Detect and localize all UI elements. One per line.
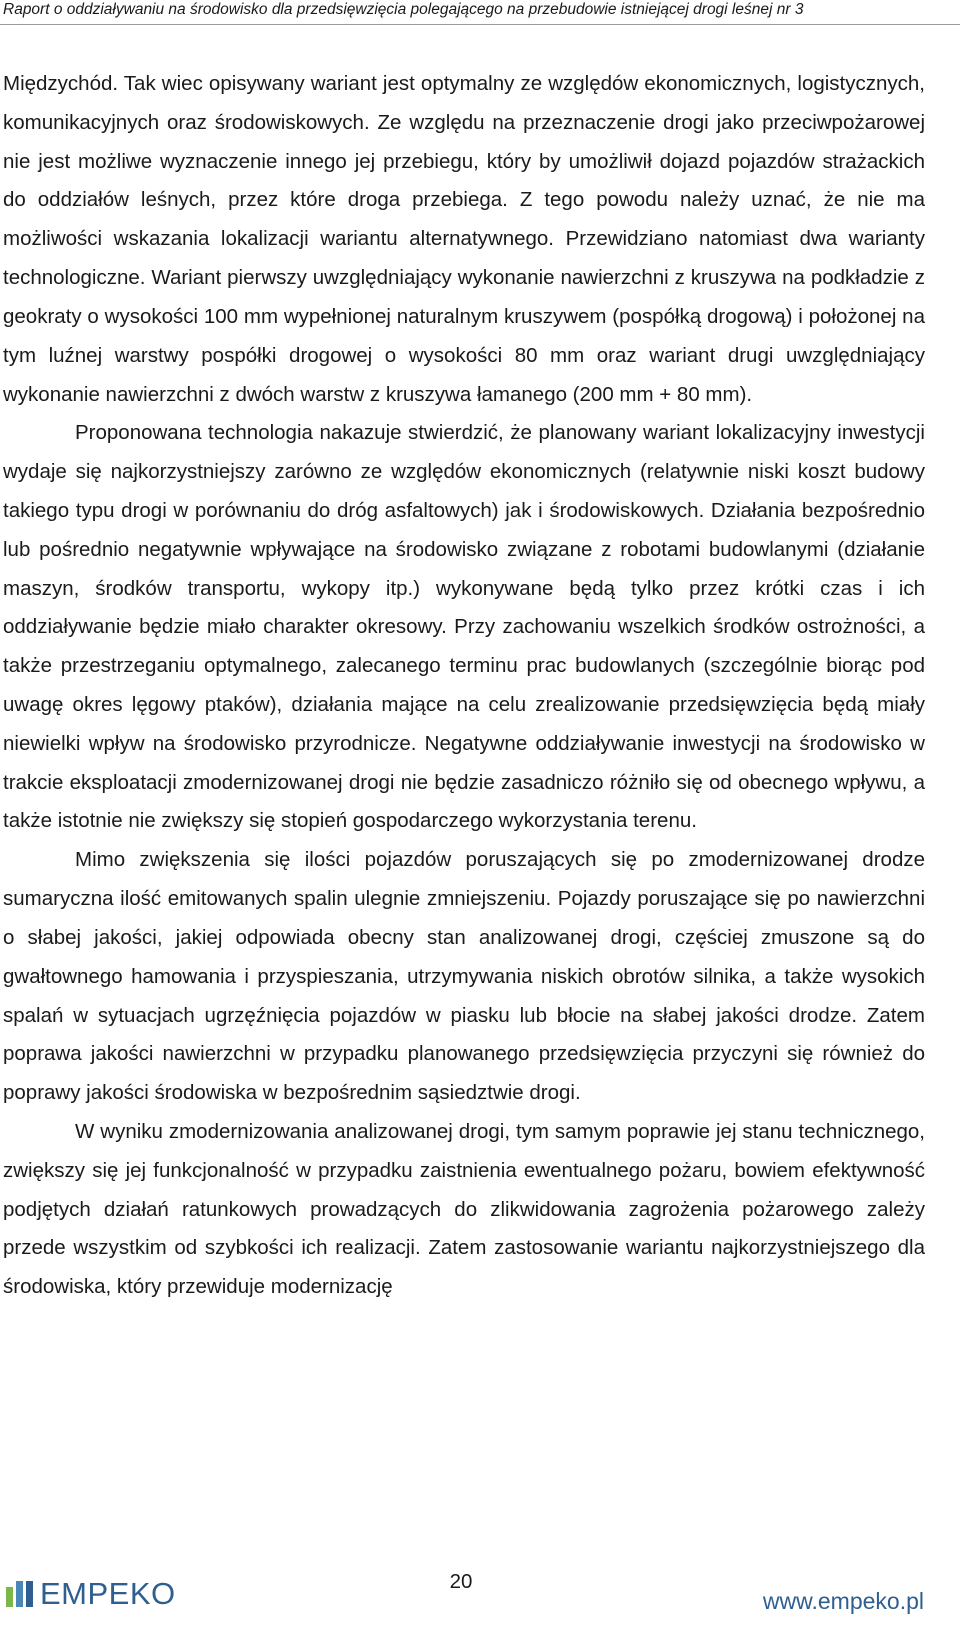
page-footer (0, 1570, 960, 1627)
page-number: 20 (449, 1570, 473, 1593)
paragraph-4: W wyniku zmodernizowania analizowanej drogi, tym samym poprawie jej stanu technicznego, zwiększy się jej funkcjonalność w przypadku zaistnienia ewentualnego pożaru, bowiem efektywność podjętych działań ratunkowych prowadzących do zlikwidowania zagrożenia pożarowego zależy przede wszystkim od szybkości ich realizacji. Zatem zastosowanie wariantu najkorzystniejszego dla środowiska, który przewiduje modernizację (3, 1119, 925, 1299)
report-title: Raport o oddziaływaniu na środowisko dla przedsięwzięcia polegającego na przebudowie istniejącej drogi leśnej nr 3 (3, 1, 804, 18)
page-header (0, 0, 960, 30)
paragraph-1: Międzychód. Tak wiec opisywany wariant jest optymalny ze względów ekonomicznych, logistycznych, komunikacyjnych oraz środowiskowych. Ze względu na przeznaczenie drogi jako przeciwpożarowej nie jest możliwe wyznaczenie innego jej przebiegu, który by umożliwił dojazd pojazdów strażackich do oddziałów leśnych, przez które droga przebiega. Z tego powodu należy uznać, że nie ma możliwości wskazania lokalizacji wariantu alternatywnego. Przewidziano natomiast dwa warianty technologiczne. Wariant pierwszy uwzględniający wykonanie nawierzchni z kruszywa na podkładzie z geokraty o wysokości 100 mm wypełnionej naturalnym kruszywem (pospółką drogową) i położonej na tym luźnej warstwy pospółki drogowej o wysokości 80 mm oraz wariant drugi uwzględniający wykonanie nawierzchni z dwóch warstw z kruszywa łamanego (200 mm + 80 mm). (3, 72, 925, 406)
logo-text: EMPEKO (40, 1576, 176, 1611)
paragraph-3: Mimo zwiększenia się ilości pojazdów poruszających się po zmodernizowanej drodze sumaryczna ilość emitowanych spalin ulegnie zmniejszeniu. Pojazdy poruszające się po nawierzchni o słabej jakości, jakiej odpowiada obecny stan analizowanej drogi, częściej zmuszone są do gwałtownego hamowania i przyspieszania, utrzymywania niskich obrotów silnika, a także wysokich spalań w sytuacjach ugrzęźnięcia pojazdów w piasku lub błocie na słabej jakości drodze. Zatem poprawa jakości nawierzchni w przypadku planowanego przedsięwzięcia przyczyni się również do poprawy jakości środowiska w bezpośrednim sąsiedztwie drogi. (3, 848, 925, 1105)
header-divider (0, 24, 960, 25)
document-body (3, 65, 925, 1307)
website-url: www.empeko.pl (762, 1588, 924, 1614)
paragraph-2: Proponowana technologia nakazuje stwierdzić, że planowany wariant lokalizacyjny inwestycji wydaje się najkorzystniejszy zarówno ze względów ekonomicznych (relatywnie niski koszt budowy takiego typu drogi w porównaniu do dróg asfaltowych) jak i środowiskowych. Działania bezpośrednio lub pośrednio negatywnie wpływające na środowisko związane z robotami budowlanymi (działanie maszyn, środków transportu, wykopy itp.) wykonywane będą tylko przez krótki czas i ich oddziaływanie będzie miało charakter okresowy. Przy zachowaniu wszelkich środków ostrożności, a także przestrzeganiu optymalnego, zalecanego terminu prac budowlanych (szczególnie biorąc pod uwagę okres lęgowy ptaków), działania mające na celu zrealizowanie przedsięwzięcia będą miały niewielki wpływ na środowisko przyrodnicze. Negatywne oddziaływanie inwestycji na środowisko w trakcie eksploatacji zmodernizowanej drogi nie będzie zasadniczo różniło się od obecnego wpływu, a także istotnie nie zwiększy się stopień gospodarczego wykorzystania terenu. (3, 421, 925, 833)
